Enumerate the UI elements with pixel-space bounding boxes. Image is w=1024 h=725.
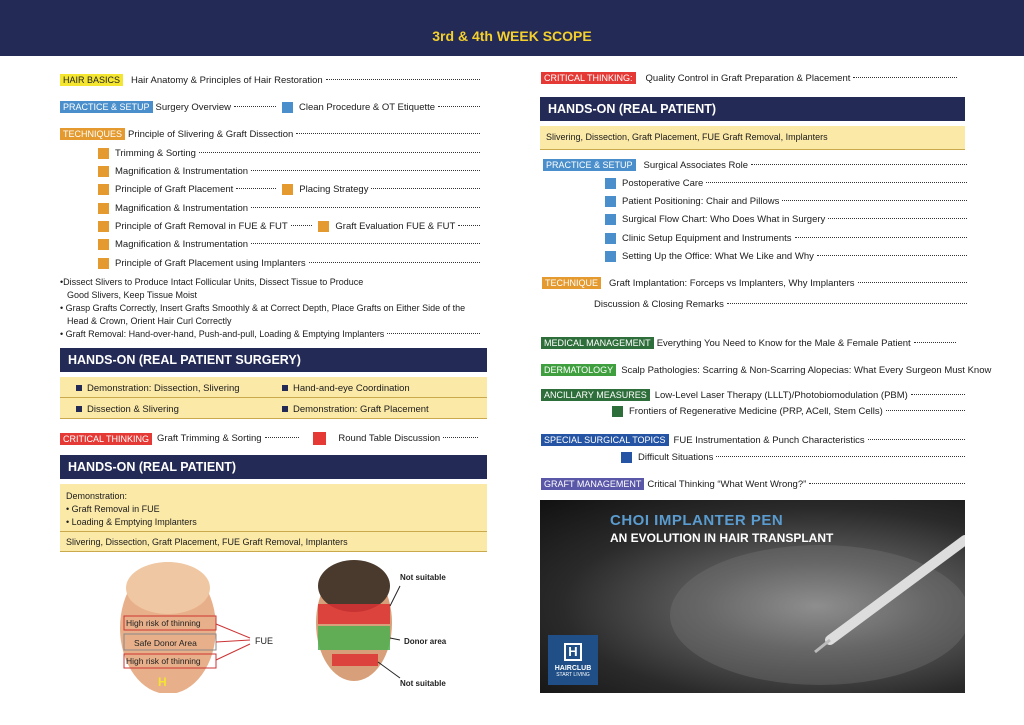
leader-dots — [716, 456, 965, 457]
technique-item-label: Magnification & Instrumentation — [115, 203, 249, 214]
technique-item-label: Magnification & Instrumentation — [115, 239, 249, 250]
patient-footer: Slivering, Dissection, Graft Placement, FUE Graft Removal, Implanters — [66, 537, 348, 547]
header-bar — [0, 0, 1024, 56]
practice-item-label: Surgical Flow Chart: Who Does What in Surgery — [622, 214, 826, 225]
diagram-label: Donor area — [404, 637, 447, 646]
square-icon — [605, 233, 616, 244]
right-patient-box — [540, 126, 965, 150]
techniques-tag: TECHNIQUES — [60, 128, 125, 140]
special-text2: Difficult Situations — [638, 452, 714, 463]
ancillary-text: Low-Level Laser Therapy (LLLT)/Photobiomodulation (PBM) — [654, 389, 908, 401]
leader-dots — [817, 255, 967, 256]
square-icon — [282, 184, 293, 195]
dermatology-text: Scalp Pathologies: Scarring & Non-Scarring Alopecias: What Every Surgeon Must Know — [621, 364, 992, 376]
surgery-item-label: Demonstration: Dissection, Slivering — [87, 383, 240, 394]
bullet-line: • Graft Removal: Hand-over-hand, Push-and-pull, Loading & Emptying Implanters — [60, 329, 385, 339]
leader-dots — [236, 188, 276, 189]
patient-box-line: • Graft Removal in FUE — [66, 504, 160, 514]
divider — [60, 531, 487, 532]
scalp-shape — [126, 562, 210, 614]
surgery-item — [282, 383, 410, 394]
critical-thinking-text: Quality Control in Graft Preparation & Placement — [645, 72, 851, 84]
technique-text: Graft Implantation: Forceps vs Implanters, Why Implanters — [609, 277, 855, 289]
technique-row2 — [594, 299, 967, 310]
derm-row — [541, 364, 992, 376]
logo-icon: H — [564, 643, 582, 661]
divider — [60, 397, 487, 398]
bullet-line: •Dissect Slivers to Produce Intact Follicular Units, Dissect Tissue to Produce — [60, 277, 364, 287]
critical-thinking-row — [60, 432, 478, 445]
surgery-item-label: Hand-and-eye Coordination — [293, 383, 410, 394]
implanter-pen-photo — [540, 500, 965, 693]
leader-dots — [291, 225, 313, 226]
leader-dots — [858, 282, 967, 283]
ancillary-row2 — [612, 406, 965, 417]
practice-setup-tag: PRACTICE & SETUP — [60, 101, 153, 113]
right-patient-sub: Slivering, Dissection, Graft Placement, FUE Graft Removal, Implanters — [546, 132, 828, 142]
pointer-line — [216, 644, 250, 660]
patient-box-list — [66, 490, 197, 529]
square-icon — [98, 258, 109, 269]
diagram-label: Not suitable — [400, 573, 446, 582]
square-icon — [318, 221, 329, 232]
leader-dots — [371, 188, 480, 189]
watermark-icon: H — [158, 675, 167, 689]
leader-dots — [853, 77, 957, 78]
medical-tag: MEDICAL MANAGEMENT — [541, 337, 654, 349]
technique-item-label: Principle of Graft Placement using Implanters — [115, 258, 306, 269]
square-icon — [605, 196, 616, 207]
technique-item-label: Principle of Graft Removal in FUE & FUT — [115, 221, 288, 232]
technique-item-label: Magnification & Instrumentation — [115, 166, 249, 177]
surgery-item-label: Demonstration: Graft Placement — [293, 404, 429, 415]
leader-dots — [458, 225, 480, 226]
technique-item — [98, 148, 480, 159]
critical-thinking-tag: CRITICAL THINKING: — [541, 72, 636, 84]
texture-blob — [670, 545, 965, 685]
photo-title: CHOI IMPLANTER PEN — [610, 512, 784, 529]
diagram-label: Safe Donor Area — [134, 638, 197, 648]
technique-item-label: Placing Strategy — [299, 184, 369, 195]
bullet-line: Good Slivers, Keep Tissue Moist — [67, 290, 198, 300]
leader-dots — [387, 333, 480, 334]
surgery-item-label: Dissection & Slivering — [87, 404, 179, 415]
practice-item — [605, 178, 967, 189]
practice-item — [605, 233, 967, 244]
square-icon — [605, 178, 616, 189]
donor-zone-diagram — [312, 558, 462, 693]
graft-text: Critical Thinking “What Went Wrong?” — [647, 478, 807, 490]
special-row — [541, 434, 965, 446]
critical-thinking-tag: CRITICAL THINKING — [60, 433, 152, 445]
techniques-row — [60, 128, 480, 140]
leader-dots — [886, 410, 965, 411]
bullet-line: Head & Crown, Orient Hair Curl Correctly — [67, 316, 232, 326]
leader-dots — [296, 133, 480, 134]
right-practice-row — [543, 159, 967, 171]
surgery-item — [76, 383, 240, 394]
leader-dots — [809, 483, 965, 484]
pointer-line — [378, 662, 400, 678]
practice-item-label: Postoperative Care — [622, 178, 704, 189]
technique-item-label: Graft Evaluation FUE & FUT — [335, 221, 456, 232]
technique-row — [542, 277, 967, 289]
leader-dots — [251, 207, 480, 208]
bullet-square-icon — [76, 406, 82, 412]
donor-zone — [318, 626, 390, 650]
square-icon — [98, 203, 109, 214]
leader-dots — [782, 200, 967, 201]
bullet-square-icon — [282, 385, 288, 391]
diagram-label: High risk of thinning — [126, 656, 201, 666]
hair-basics-row — [60, 74, 480, 86]
square-icon — [98, 184, 109, 195]
leader-dots — [251, 243, 480, 244]
square-icon — [605, 214, 616, 225]
leader-dots — [828, 218, 967, 219]
practice-item — [605, 214, 967, 225]
donor-area-diagram — [110, 558, 310, 693]
graft-tag: GRAFT MANAGEMENT — [541, 478, 644, 490]
patient-box — [60, 484, 487, 552]
photo-subtitle: AN EVOLUTION IN HAIR TRANSPLANT — [610, 531, 834, 545]
leader-dots — [443, 437, 478, 438]
ancillary-tag: ANCILLARY MEASURES — [541, 389, 650, 401]
leader-dots — [706, 182, 967, 183]
leader-dots — [914, 342, 956, 343]
technique-item — [98, 166, 480, 177]
ancillary-text2: Frontiers of Regenerative Medicine (PRP, ACell, Stem Cells) — [629, 406, 883, 417]
patient-box-line: Demonstration: — [66, 491, 128, 501]
diagram-label: High risk of thinning — [126, 618, 201, 628]
practice-item — [605, 251, 967, 262]
graft-row — [541, 478, 965, 490]
hair-basics-tag: HAIR BASICS — [60, 74, 123, 86]
square-icon — [98, 221, 109, 232]
critical-thinking-text: Graft Trimming & Sorting — [157, 433, 262, 444]
practice-item-label: Setting Up the Office: What We Like and Why — [622, 251, 814, 262]
hairclub-logo — [548, 635, 598, 685]
surgery-item — [76, 404, 179, 415]
pointer-line — [216, 624, 250, 638]
pointer-line — [390, 586, 400, 606]
leader-dots — [911, 394, 965, 395]
technique-tag: TECHNIQUE — [542, 277, 601, 289]
leader-dots — [265, 437, 300, 438]
patient-box-line: • Loading & Emptying Implanters — [66, 517, 197, 527]
square-icon — [313, 432, 326, 445]
leader-dots — [751, 164, 967, 165]
special-text: FUE Instrumentation & Punch Characteristics — [673, 434, 865, 446]
surgery-box — [60, 377, 487, 419]
square-icon — [282, 102, 293, 113]
bullet-paragraph — [60, 276, 480, 341]
practice-text: Surgical Associates Role — [643, 159, 749, 171]
surgery-band: HANDS-ON (REAL PATIENT SURGERY) — [60, 348, 487, 372]
square-icon — [98, 239, 109, 250]
leader-dots — [727, 303, 967, 304]
technique-item — [98, 239, 480, 250]
techniques-text: Principle of Slivering & Graft Dissection — [128, 128, 294, 140]
right-patient-band: HANDS-ON (REAL PATIENT) — [540, 97, 965, 121]
patient-band: HANDS-ON (REAL PATIENT) — [60, 455, 487, 479]
ancillary-row — [541, 389, 965, 401]
practice-item-label: Patient Positioning: Chair and Pillows — [622, 196, 780, 207]
diagram-label: Not suitable — [400, 679, 446, 688]
not-suitable-zone — [332, 654, 378, 666]
leader-dots — [234, 106, 276, 107]
page-title: 3rd & 4th WEEK SCOPE — [432, 28, 592, 44]
technique-item — [98, 258, 480, 269]
practice-setup-tag: PRACTICE & SETUP — [543, 159, 636, 171]
right-critical-row — [541, 72, 957, 84]
technique-item — [98, 203, 480, 214]
technique-item-label: Trimming & Sorting — [115, 148, 196, 159]
not-suitable-zone — [318, 604, 390, 624]
bullet-square-icon — [76, 385, 82, 391]
square-icon — [98, 166, 109, 177]
pointer-line — [390, 638, 400, 640]
leader-dots — [326, 79, 480, 80]
diagram-label: FUE — [255, 636, 273, 646]
leader-dots — [309, 262, 480, 263]
bullet-square-icon — [282, 406, 288, 412]
medical-row — [541, 337, 956, 349]
dermatology-tag: DERMATOLOGY — [541, 364, 616, 376]
pointer-line — [216, 640, 250, 642]
bullet-line-dotted — [60, 328, 480, 341]
special-row2 — [621, 452, 965, 463]
bullet-line: • Grasp Grafts Correctly, Insert Grafts Smoothly & at Correct Depth, Place Grafts on Either Side of the — [60, 303, 466, 313]
critical-thinking-text2: Round Table Discussion — [338, 433, 441, 444]
special-tag: SPECIAL SURGICAL TOPICS — [541, 434, 669, 446]
leader-dots — [251, 170, 480, 171]
technique-text2: Discussion & Closing Remarks — [594, 299, 724, 310]
medical-text: Everything You Need to Know for the Male & Female Patient — [656, 337, 911, 349]
leader-dots — [199, 152, 480, 153]
square-icon — [621, 452, 632, 463]
practice-setup-row — [60, 101, 480, 113]
leader-dots — [438, 106, 480, 107]
technique-item — [98, 184, 480, 195]
technique-item-label: Principle of Graft Placement — [115, 184, 234, 195]
practice-item-label: Clinic Setup Equipment and Instruments — [622, 233, 792, 244]
logo-text: HAIRCLUB — [554, 665, 592, 672]
technique-item — [98, 221, 480, 232]
square-icon — [605, 251, 616, 262]
hair-basics-text: Hair Anatomy & Principles of Hair Restoration — [131, 74, 323, 86]
leader-dots — [868, 439, 965, 440]
surgery-item — [282, 404, 429, 415]
practice-item — [605, 196, 967, 207]
practice-setup-text: Surgery Overview — [155, 101, 232, 113]
logo-subtext: START LIVING — [556, 672, 590, 678]
leader-dots — [795, 237, 967, 238]
square-icon — [98, 148, 109, 159]
square-icon — [612, 406, 623, 417]
practice-setup-text2: Clean Procedure & OT Etiquette — [298, 101, 436, 113]
